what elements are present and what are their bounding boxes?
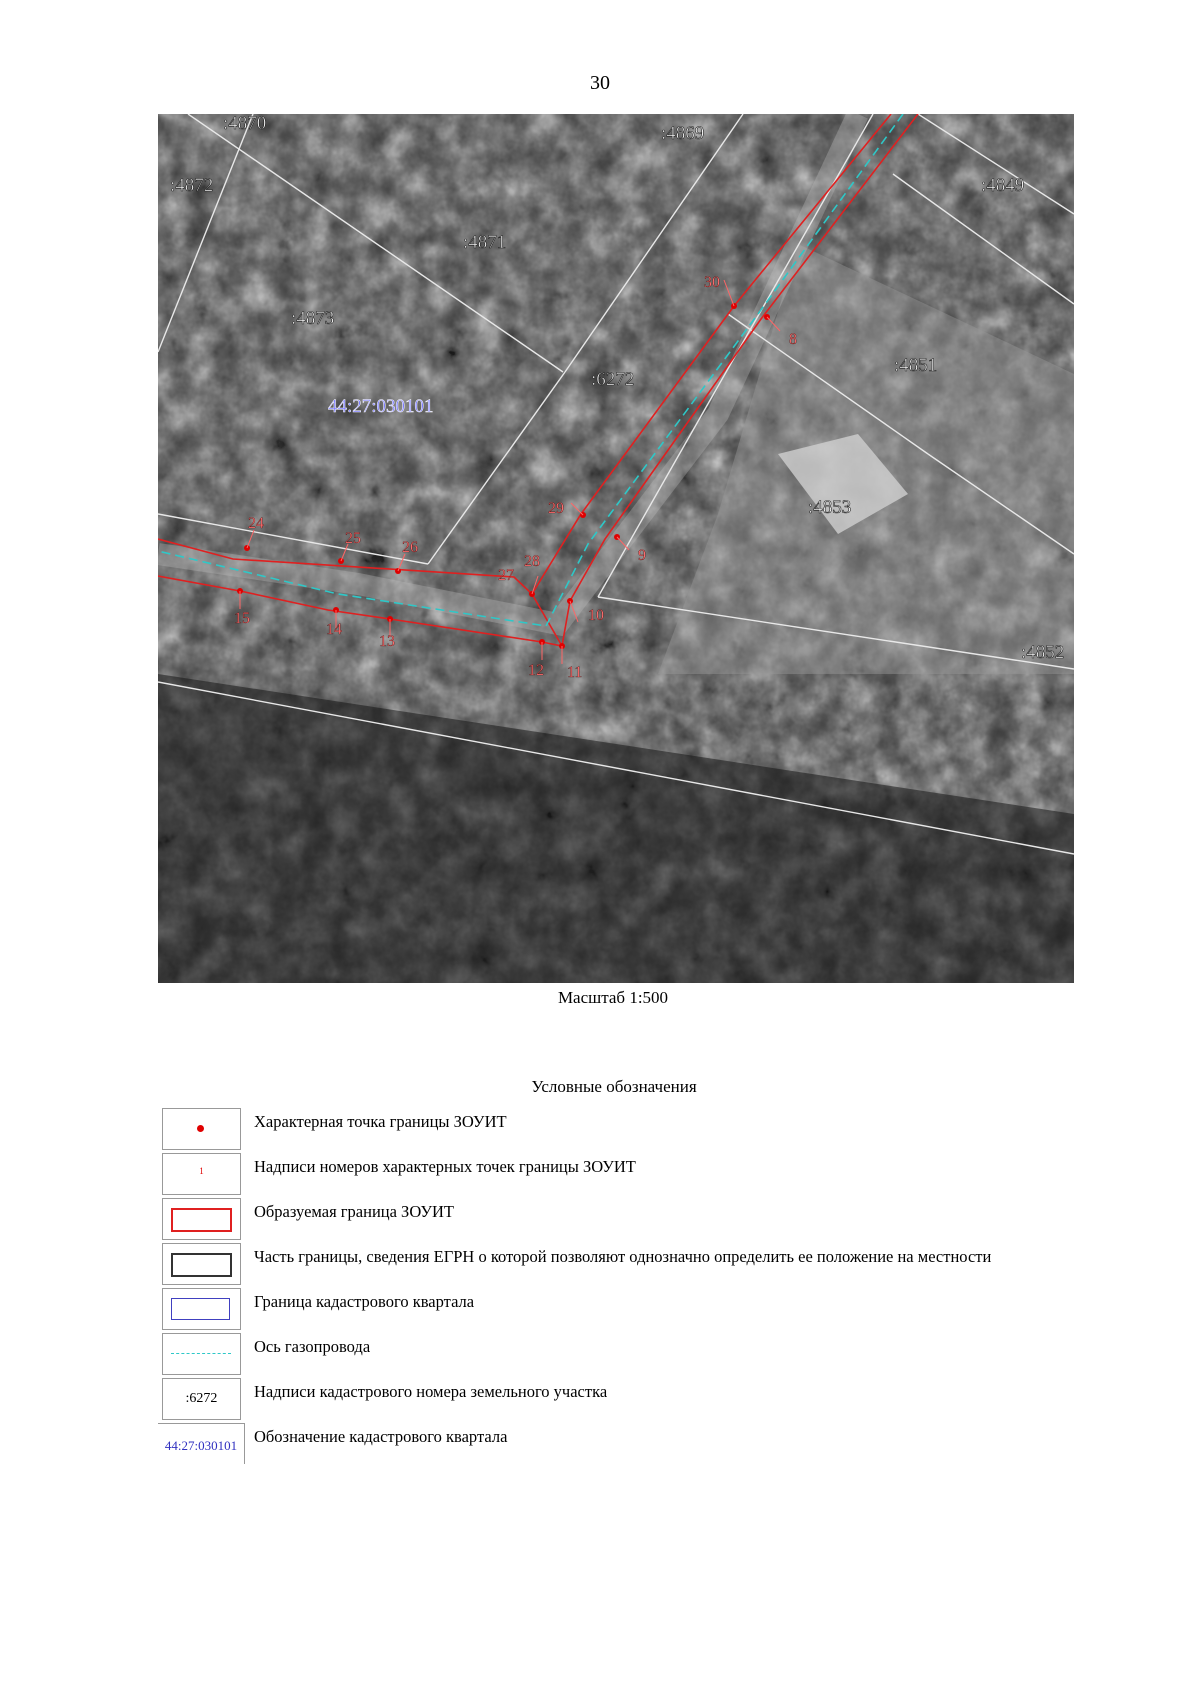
parcel-label: :4851: [894, 355, 938, 376]
point-label: 28: [524, 553, 540, 570]
point-label: 26: [402, 539, 418, 556]
point-label: 12: [528, 662, 544, 679]
red-dot-symbol: [197, 1125, 204, 1132]
point-label: 10: [588, 607, 604, 624]
point-label: 13: [379, 633, 395, 650]
point-label: 8: [789, 331, 797, 348]
black-rect-symbol: [171, 1253, 232, 1277]
legend-title: Условные обозначения: [531, 1077, 697, 1096]
page-number: 30: [590, 72, 610, 94]
point-label: 24: [248, 515, 264, 532]
point-label: 29: [548, 500, 564, 517]
cadastral-map: [158, 114, 1074, 983]
parcel-label: :4873: [291, 308, 335, 329]
quarter-label-symbol: 44:27:030101: [164, 1438, 238, 1453]
point-label: 11: [567, 664, 583, 681]
point-number-symbol: 1: [199, 1166, 204, 1176]
parcel-label: :6272: [591, 369, 635, 390]
parcel-label: :4872: [170, 175, 214, 196]
red-rect-symbol: [171, 1208, 232, 1232]
point-label: 27: [498, 567, 514, 584]
map-scale: Масштаб 1:500: [557, 988, 669, 1007]
point-label: 9: [638, 547, 646, 564]
point-label: 15: [234, 610, 250, 627]
parcel-label: :4871: [463, 232, 507, 253]
cadastral-quarter-label: 44:27:030101: [328, 396, 434, 417]
parcel-label: :4849: [981, 175, 1025, 196]
parcel-label: :4870: [223, 114, 267, 134]
point-label: 25: [345, 530, 361, 547]
parcel-label: :4853: [808, 497, 852, 518]
parcel-number-symbol: :6272: [185, 1391, 218, 1406]
parcel-label: :4852: [1021, 642, 1065, 663]
parcel-label: :4869: [661, 123, 705, 144]
blue-rect-symbol: [171, 1298, 230, 1320]
cyan-dashed-line-symbol: [171, 1353, 231, 1354]
point-label: 14: [326, 621, 342, 638]
point-label: 30: [704, 274, 720, 291]
